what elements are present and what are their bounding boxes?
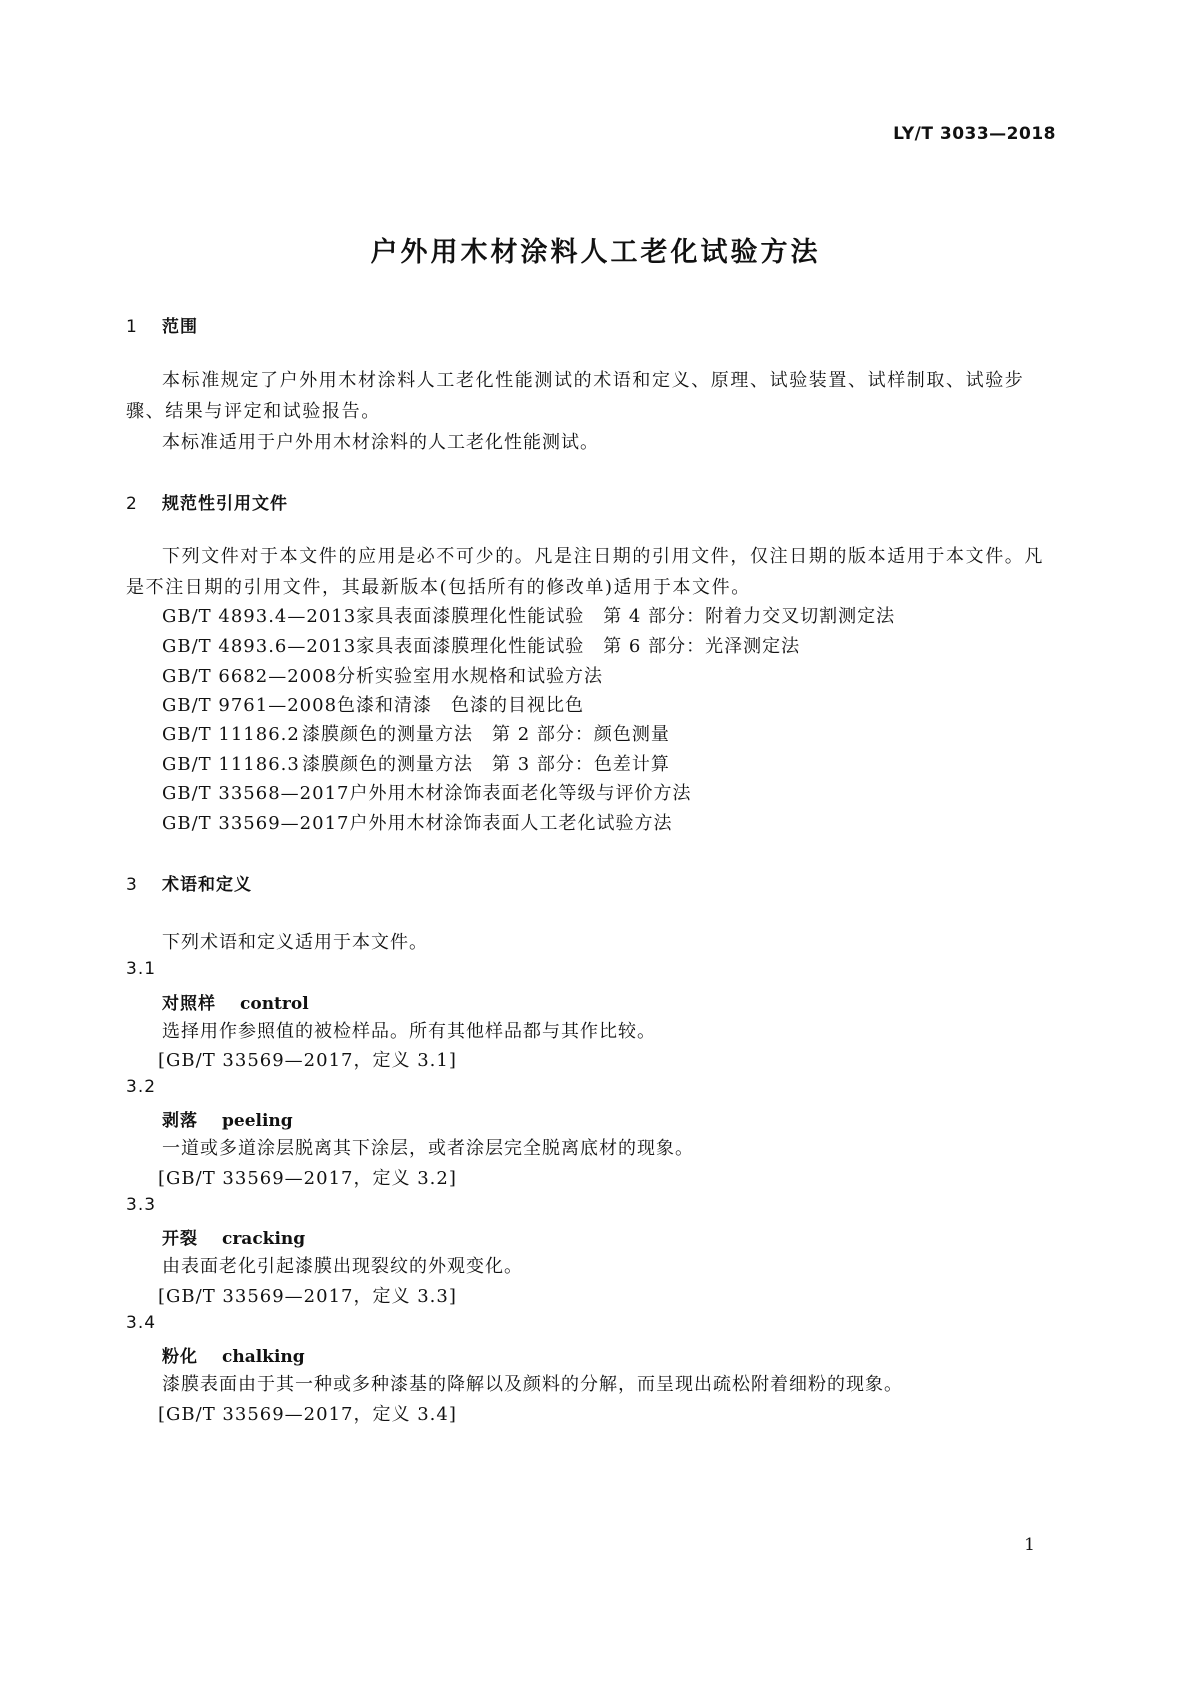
section-1-heading <box>126 312 198 337</box>
term-english: chalking <box>222 1347 305 1367</box>
section-number: 3 <box>126 875 138 895</box>
reference-item <box>162 779 691 805</box>
reference-code: GB/T 4893.4—2013 <box>162 606 357 627</box>
reference-code: GB/T 9761—2008 <box>162 695 338 716</box>
term-heading <box>162 1224 305 1249</box>
reference-item <box>162 809 672 835</box>
term-chinese: 开裂 <box>162 1229 198 1249</box>
term-chinese: 粉化 <box>162 1347 198 1367</box>
reference-item <box>162 750 670 776</box>
section-3-paragraph-1: 下列术语和定义适用于本文件。 <box>162 932 428 953</box>
term-heading <box>162 1342 305 1367</box>
reference-code: GB/T 11186.2 <box>162 724 300 745</box>
document-title: 户外用木材涂料人工老化试验方法 <box>370 237 821 268</box>
term-definition: 一道或多道涂层脱离其下涂层，或者涂层完全脱离底材的现象。 <box>162 1138 694 1159</box>
reference-title: 色漆和清漆 色漆的目视比色 <box>337 695 585 716</box>
term-definition: 选择用作参照值的被检样品。所有其他样品都与其作比较。 <box>162 1021 656 1042</box>
section-3-heading <box>126 870 252 895</box>
term-heading <box>162 1106 293 1131</box>
term-number: 3.3 <box>126 1195 157 1215</box>
term-english: peeling <box>222 1111 293 1131</box>
reference-item <box>162 632 800 658</box>
section-number: 1 <box>126 317 138 337</box>
reference-item <box>162 720 670 746</box>
reference-title: 漆膜颜色的测量方法 第 3 部分：色差计算 <box>302 754 670 775</box>
term-number: 3.2 <box>126 1077 157 1097</box>
term-english: control <box>240 994 309 1014</box>
reference-title: 户外用木材涂饰表面人工老化试验方法 <box>349 813 673 834</box>
page-number: 1 <box>1024 1535 1035 1555</box>
reference-title: 家具表面漆膜理化性能试验 第 6 部分：光泽测定法 <box>356 636 801 657</box>
reference-item <box>162 602 895 628</box>
term-heading <box>162 989 309 1014</box>
reference-code: GB/T 4893.6—2013 <box>162 636 357 657</box>
section-title: 术语和定义 <box>162 875 252 895</box>
term-number: 3.4 <box>126 1313 157 1333</box>
term-source: [GB/T 33569—2017，定义 3.1] <box>158 1050 457 1071</box>
standard-number: LY/T 3033—2018 <box>893 124 1056 144</box>
term-definition: 由表面老化引起漆膜出现裂纹的外观变化。 <box>162 1256 523 1277</box>
term-source: [GB/T 33569—2017，定义 3.4] <box>158 1404 457 1425</box>
term-definition: 漆膜表面由于其一种或多种漆基的降解以及颜料的分解，而呈现出疏松附着细粉的现象。 <box>162 1374 903 1395</box>
term-chinese: 剥落 <box>162 1111 198 1131</box>
reference-code: GB/T 33568—2017 <box>162 783 350 804</box>
term-source: [GB/T 33569—2017，定义 3.2] <box>158 1168 457 1189</box>
term-number: 3.1 <box>126 959 157 979</box>
reference-code: GB/T 11186.3 <box>162 754 300 775</box>
reference-item <box>162 662 603 688</box>
section-1-paragraph-2: 本标准适用于户外用木材涂料的人工老化性能测试。 <box>162 432 599 453</box>
reference-code: GB/T 6682—2008 <box>162 666 338 687</box>
section-2-paragraph-1: 下列文件对于本文件的应用是必不可少的。凡是注日期的引用文件，仅注日期的版本适用于本文件。凡是不注日期的引用文件，其最新版本(包括所有的修改单)适用于本文件。 <box>126 546 1044 598</box>
reference-code: GB/T 33569—2017 <box>162 813 350 834</box>
term-source: [GB/T 33569—2017，定义 3.3] <box>158 1286 457 1307</box>
reference-item <box>162 691 584 717</box>
section-title: 规范性引用文件 <box>162 494 288 514</box>
section-title: 范围 <box>162 317 198 337</box>
section-number: 2 <box>126 494 138 514</box>
term-chinese: 对照样 <box>162 994 216 1014</box>
section-2-heading <box>126 489 288 514</box>
reference-title: 户外用木材涂饰表面老化等级与评价方法 <box>349 783 692 804</box>
section-1-paragraph-1: 本标准规定了户外用木材涂料人工老化性能测试的术语和定义、原理、试验装置、试样制取、试验步骤、结果与评定和试验报告。 <box>126 370 1025 422</box>
reference-title: 漆膜颜色的测量方法 第 2 部分：颜色测量 <box>302 724 670 745</box>
term-english: cracking <box>222 1229 306 1249</box>
reference-title: 家具表面漆膜理化性能试验 第 4 部分：附着力交叉切割测定法 <box>356 606 896 627</box>
reference-title: 分析实验室用水规格和试验方法 <box>337 666 604 687</box>
